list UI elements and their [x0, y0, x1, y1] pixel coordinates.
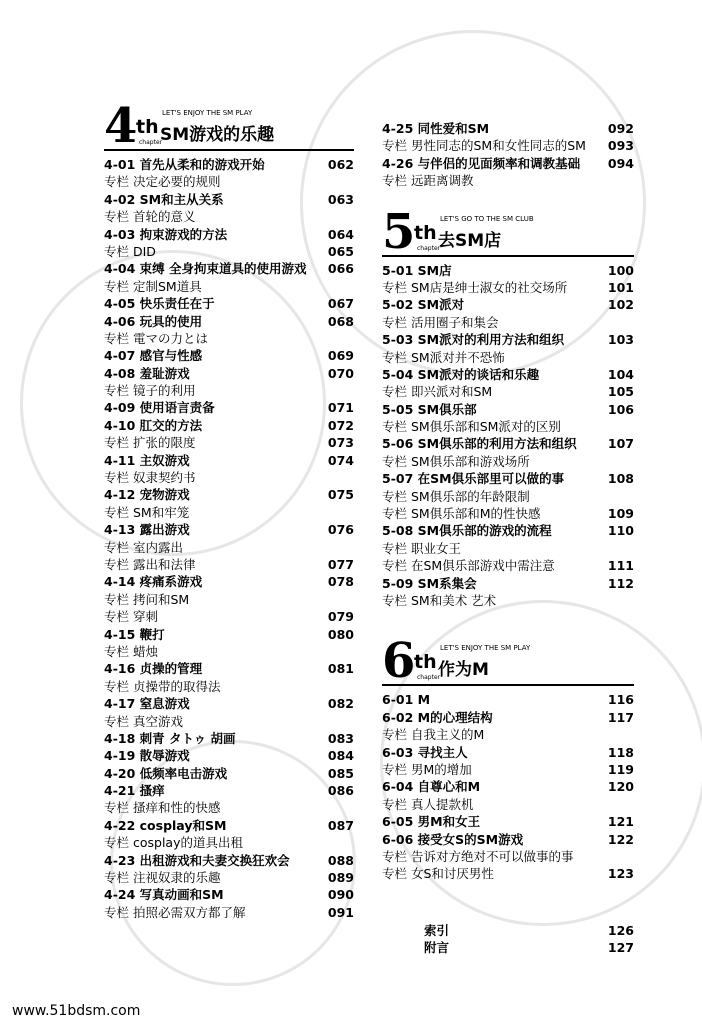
- entry-page: 100: [607, 262, 634, 278]
- entry-title: 专栏 注视奴隶的乐趣: [104, 870, 221, 886]
- entry-page: 106: [607, 401, 634, 417]
- entry-title: 4-01 首先从柔和的游戏开始: [104, 157, 265, 172]
- toc-entry: [104, 782, 354, 799]
- toc-entry: [382, 744, 634, 761]
- toc-list-chapter-5: [382, 262, 634, 610]
- chapter-title: 去SM店: [438, 230, 502, 251]
- chapter-suffix: th: [136, 116, 159, 138]
- toc-column-entry: [104, 556, 354, 573]
- entry-title: 4-23 出租游戏和夫妻交换狂欢会: [104, 852, 290, 868]
- chapter-5-header: [382, 203, 634, 262]
- entry-title: 6-04 自尊心和M: [382, 779, 481, 795]
- entry-page: 105: [607, 384, 634, 400]
- chapter-rule: [104, 149, 354, 151]
- toc-entry: [382, 691, 634, 708]
- toc-entry: [382, 778, 634, 795]
- entry-page: 118: [607, 744, 634, 760]
- entry-page: 109: [607, 506, 634, 522]
- toc-entry: [382, 331, 634, 348]
- entry-title: 专栏 SM俱乐部和SM派对的区别: [382, 419, 561, 435]
- entry-title: 4-17 窒息游戏: [104, 696, 190, 712]
- chapter-title: 作为M: [438, 660, 489, 681]
- entry-page: 081: [327, 661, 354, 677]
- chapter-6-header: [382, 633, 634, 691]
- entry-title: 专栏 镜子的利用: [104, 383, 196, 399]
- entry-title: 4-21 搔痒: [104, 783, 165, 799]
- entry-page: 126: [607, 923, 634, 938]
- entry-page: 090: [327, 887, 354, 903]
- entry-page: 064: [327, 226, 354, 242]
- toc-entry: [104, 573, 354, 590]
- toc-column-entry: [104, 382, 354, 399]
- entry-title: 5-02 SM派对: [382, 297, 465, 313]
- entry-title: 4-26 与伴侣的见面频率和调教基础: [382, 155, 581, 171]
- toc-entry: [104, 295, 354, 312]
- entry-page: 069: [327, 348, 354, 364]
- entry-title: 4-24 写真动画和SM: [104, 887, 224, 903]
- toc-column-entry: [104, 173, 354, 190]
- toc-entry: [104, 452, 354, 469]
- entry-title: 5-03 SM派对的利用方法和组织: [382, 332, 565, 348]
- entry-page: 063: [327, 191, 354, 207]
- entry-page: 119: [607, 761, 634, 777]
- entry-title: 5-06 SM俱乐部的利用方法和组织: [382, 436, 577, 452]
- entry-title: 4-13 露出游戏: [104, 522, 190, 538]
- chapter-suffix: th: [414, 651, 437, 674]
- toc-entry: [104, 521, 354, 538]
- entry-title: 专栏 SM俱乐部和M的性快感: [382, 506, 541, 522]
- entry-title: 4-04 束缚 全身拘束道具的使用游戏: [104, 261, 307, 277]
- toc-entry: [104, 747, 354, 764]
- entry-title: 专栏 女S和讨厌男性: [382, 866, 494, 882]
- toc-list-index: [424, 922, 634, 957]
- entry-title: 专栏 電マの力とは: [104, 330, 208, 346]
- entry-title: 专栏 cosplay的道具出租: [104, 835, 243, 851]
- entry-title: 专栏 活用圈子和集会: [382, 314, 499, 330]
- entry-title: 4-16 贞操的管理: [104, 661, 203, 677]
- toc-column-entry: [382, 505, 634, 522]
- entry-title: 专栏 拷问和SM: [104, 591, 190, 607]
- entry-page: 066: [327, 261, 354, 277]
- entry-title: 专栏 蜡烛: [104, 643, 158, 659]
- toc-entry: [382, 470, 634, 487]
- toc-entry: [382, 575, 634, 592]
- entry-page: 071: [327, 400, 354, 416]
- toc-column-entry: [382, 488, 634, 505]
- entry-page: 073: [327, 435, 354, 451]
- chapter-4-header: [104, 98, 354, 156]
- toc-column-entry: [382, 453, 634, 470]
- toc-list-chapter-4-cont: [382, 120, 634, 190]
- entry-title: 专栏 定制SM道具: [104, 278, 202, 294]
- toc-column-entry: [104, 834, 354, 851]
- toc-column-entry: [104, 643, 354, 660]
- entry-title: 专栏 自我主义的M: [382, 727, 485, 743]
- toc-column-entry: [382, 172, 634, 189]
- toc-entry: [382, 262, 634, 279]
- toc-entry: [382, 366, 634, 383]
- toc-column-left: [104, 98, 354, 921]
- toc-entry: [104, 660, 354, 677]
- entry-title: 4-08 羞耻游戏: [104, 365, 190, 381]
- toc-column-entry: [382, 137, 634, 154]
- entry-page: 079: [327, 609, 354, 625]
- toc-column-entry: [382, 383, 634, 400]
- entry-title: 专栏 SM俱乐部的年龄限制: [382, 488, 530, 504]
- chapter-word: chapter: [417, 244, 441, 252]
- entry-page: 077: [327, 556, 354, 572]
- entry-title: 4-11 主奴游戏: [104, 452, 190, 468]
- entry-page: 074: [327, 452, 354, 468]
- toc-column-entry: [104, 208, 354, 225]
- entry-title: 4-12 宠物游戏: [104, 487, 190, 503]
- entry-title: 6-06 接受女S的SM游戏: [382, 831, 524, 847]
- toc-entry: [104, 191, 354, 208]
- entry-title: 4-06 玩具的使用: [104, 313, 203, 329]
- entry-title: 专栏 扩张的限度: [104, 435, 196, 451]
- toc-entry: [104, 156, 354, 173]
- entry-page: 076: [327, 522, 354, 538]
- entry-title: 6-03 寻找主人: [382, 744, 468, 760]
- entry-page: 107: [607, 436, 634, 452]
- entry-title: 4-05 快乐责任在于: [104, 296, 215, 312]
- toc-entry: [104, 417, 354, 434]
- chapter-tagline: LET'S ENJOY THE SM PLAY: [162, 109, 253, 117]
- entry-title: 专栏 穿刺: [104, 609, 158, 625]
- entry-page: 121: [607, 814, 634, 830]
- toc-column-entry: [104, 330, 354, 347]
- entry-page: 078: [327, 574, 354, 590]
- entry-page: 110: [607, 523, 634, 539]
- entry-page: 065: [327, 243, 354, 259]
- toc-column-entry: [382, 540, 634, 557]
- toc-entry: [104, 260, 354, 277]
- toc-entry: [382, 155, 634, 172]
- toc-column-entry: [104, 608, 354, 625]
- toc-column-entry: [104, 869, 354, 886]
- entry-page: 089: [327, 870, 354, 886]
- toc-entry: [382, 296, 634, 313]
- entry-title: 5-04 SM派对的谈话和乐趣: [382, 366, 540, 382]
- toc-entry: [382, 709, 634, 726]
- entry-title: 6-05 男M和女王: [382, 814, 481, 830]
- entry-page: 070: [327, 365, 354, 381]
- chapter-suffix: th: [414, 221, 437, 244]
- toc-column-entry: [104, 434, 354, 451]
- chapter-number: 4: [104, 98, 135, 154]
- entry-title: 专栏 告诉对方绝对不可以做事的事: [382, 848, 574, 864]
- entry-title: 4-10 肛交的方法: [104, 417, 203, 433]
- entry-page: 093: [607, 138, 634, 154]
- entry-page: 087: [327, 817, 354, 833]
- toc-entry: [104, 313, 354, 330]
- toc-column-entry: [382, 865, 634, 882]
- entry-title: 专栏 即兴派对和SM: [382, 384, 493, 400]
- toc-column-entry: [104, 243, 354, 260]
- toc-entry: [104, 347, 354, 364]
- entry-title: 专栏 SM店是绅士淑女的社交场所: [382, 279, 568, 295]
- toc-entry: [424, 922, 634, 939]
- entry-title: 4-15 鞭打: [104, 626, 165, 642]
- toc-entry: [104, 886, 354, 903]
- entry-page: 104: [607, 366, 634, 382]
- entry-page: 080: [327, 626, 354, 642]
- entry-title: 专栏 远距离调教: [382, 173, 474, 189]
- toc-column-entry: [104, 678, 354, 695]
- entry-page: 086: [327, 783, 354, 799]
- entry-title: 专栏 真人提款机: [382, 796, 474, 812]
- entry-page: 108: [607, 471, 634, 487]
- entry-title: 4-07 感官与性感: [104, 348, 203, 364]
- toc-column-right: [382, 120, 634, 883]
- toc-column-entry: [104, 504, 354, 521]
- entry-title: 4-03 拘束游戏的方法: [104, 226, 228, 242]
- entry-title: 4-09 使用语言责备: [104, 400, 215, 416]
- entry-page: 117: [607, 709, 634, 725]
- chapter-word: chapter: [139, 139, 163, 146]
- entry-title: 附言: [424, 940, 450, 956]
- entry-title: 专栏 决定必要的规则: [104, 174, 221, 190]
- toc-entry: [104, 365, 354, 382]
- entry-title: 5-09 SM系集会: [382, 575, 477, 591]
- entry-title: 4-20 低频率电击游戏: [104, 765, 228, 781]
- entry-page: 123: [607, 866, 634, 882]
- toc-column-entry: [382, 557, 634, 574]
- toc-column-entry: [104, 278, 354, 295]
- toc-entry: [382, 435, 634, 452]
- entry-title: 专栏 男性同志的SM和女性同志的SM: [382, 138, 586, 154]
- entry-title: 专栏 搔痒和性的快感: [104, 800, 221, 816]
- toc-entry: [104, 852, 354, 869]
- entry-title: 4-22 cosplay和SM: [104, 817, 227, 833]
- toc-entry: [382, 120, 634, 137]
- entry-title: 专栏 SM和美术 艺术: [382, 592, 497, 608]
- entry-title: 4-18 刺青 タトゥ 胡画: [104, 730, 236, 746]
- entry-title: 4-14 疼痛系游戏: [104, 574, 203, 590]
- entry-page: 091: [327, 904, 354, 920]
- chapter-tagline: LET'S ENJOY THE SM PLAY: [440, 644, 531, 653]
- entry-title: 专栏 贞操带的取得法: [104, 678, 221, 694]
- entry-page: 083: [327, 730, 354, 746]
- toc-column-entry: [382, 279, 634, 296]
- toc-column-entry: [104, 469, 354, 486]
- entry-title: 专栏 DID: [104, 243, 156, 259]
- toc-entry: [382, 813, 634, 830]
- toc-column-entry: [104, 713, 354, 730]
- entry-title: 专栏 SM俱乐部和游戏场所: [382, 453, 530, 469]
- entry-title: 专栏 室内露出: [104, 539, 183, 555]
- entry-page: 101: [607, 279, 634, 295]
- toc-column-entry: [382, 848, 634, 865]
- entry-page: 112: [607, 575, 634, 591]
- entry-page: 075: [327, 487, 354, 503]
- toc-entry: [104, 399, 354, 416]
- toc-entry: [382, 831, 634, 848]
- entry-page: 082: [327, 696, 354, 712]
- entry-page: 088: [327, 852, 354, 868]
- chapter-number: 5: [382, 203, 413, 260]
- entry-title: 4-19 散辱游戏: [104, 748, 190, 764]
- toc-column-entry: [382, 796, 634, 813]
- entry-title: 5-05 SM俱乐部: [382, 401, 477, 417]
- toc-entry: [104, 695, 354, 712]
- footer-url: www.51bdsm.com: [12, 1003, 141, 1019]
- entry-title: 专栏 在SM俱乐部游戏中需注意: [382, 558, 555, 574]
- chapter-number: 6: [382, 633, 413, 690]
- entry-title: 5-01 SM店: [382, 262, 452, 278]
- toc-entry: [104, 730, 354, 747]
- entry-title: 专栏 SM派对并不恐怖: [382, 349, 505, 365]
- entry-title: 专栏 奴隶契约书: [104, 470, 196, 486]
- entry-page: 068: [327, 313, 354, 329]
- chapter-rule: [382, 684, 634, 686]
- toc-list-chapter-4: [104, 156, 354, 921]
- chapter-word: chapter: [417, 674, 441, 682]
- toc-column-entry: [104, 591, 354, 608]
- entry-title: 4-25 同性爱和SM: [382, 121, 490, 136]
- entry-title: 专栏 露出和法律: [104, 556, 196, 572]
- entry-title: 专栏 男M的增加: [382, 761, 472, 777]
- toc-list-chapter-6: [382, 691, 634, 882]
- toc-column-entry: [382, 349, 634, 366]
- toc-entry: [104, 486, 354, 503]
- entry-title: 4-02 SM和主从关系: [104, 191, 224, 207]
- entry-page: 103: [607, 332, 634, 348]
- entry-page: 067: [327, 296, 354, 312]
- toc-entry: [424, 939, 634, 956]
- toc-column-entry: [382, 418, 634, 435]
- entry-title: 6-02 M的心理结构: [382, 709, 493, 725]
- entry-title: 专栏 真空游戏: [104, 713, 183, 729]
- entry-page: 120: [607, 779, 634, 795]
- chapter-rule: [382, 255, 634, 257]
- toc-column-entry: [382, 761, 634, 778]
- toc-column-entry: [382, 314, 634, 331]
- toc-entry: [382, 522, 634, 539]
- toc-column-entry: [382, 592, 634, 609]
- toc-entry: [104, 626, 354, 643]
- entry-title: 6-01 M: [382, 692, 431, 708]
- toc-entry: [382, 401, 634, 418]
- entry-title: 专栏 拍照必需双方都了解: [104, 904, 246, 920]
- entry-title: 专栏 职业女王: [382, 540, 461, 556]
- toc-column-entry: [104, 539, 354, 556]
- entry-title: 专栏 SM和牢笼: [104, 504, 190, 520]
- toc-column-entry: [104, 799, 354, 816]
- entry-title: 索引: [424, 923, 450, 938]
- entry-page: 072: [327, 417, 354, 433]
- entry-page: 122: [607, 831, 634, 847]
- chapter-tagline: LET'S GO TO THE SM CLUB: [440, 214, 534, 223]
- entry-title: 5-08 SM俱乐部的游戏的流程: [382, 523, 552, 539]
- toc-entry: [104, 765, 354, 782]
- entry-page: 092: [607, 121, 634, 136]
- entry-title: 5-07 在SM俱乐部里可以做的事: [382, 471, 565, 487]
- entry-title: 专栏 首轮的意义: [104, 209, 196, 225]
- entry-page: 102: [607, 297, 634, 313]
- toc-column-entry: [382, 726, 634, 743]
- entry-page: 084: [327, 748, 354, 764]
- toc-entry: [104, 226, 354, 243]
- toc-column-entry: [104, 904, 354, 921]
- entry-page: 094: [607, 155, 634, 171]
- entry-page: 085: [327, 765, 354, 781]
- entry-page: 127: [607, 940, 634, 956]
- entry-page: 062: [327, 157, 354, 172]
- entry-page: 111: [607, 558, 634, 574]
- entry-page: 116: [607, 692, 634, 708]
- chapter-title: SM游戏的乐趣: [160, 125, 275, 145]
- toc-entry: [104, 817, 354, 834]
